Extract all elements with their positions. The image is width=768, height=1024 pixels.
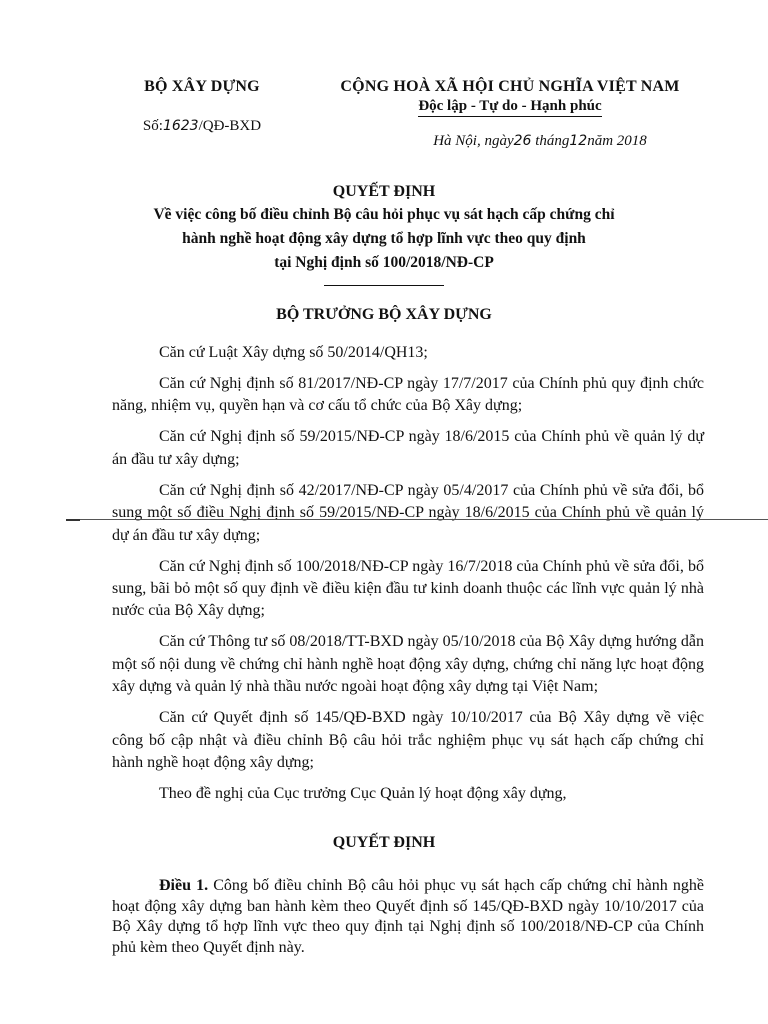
decision-section-heading: QUYẾT ĐỊNH xyxy=(332,834,436,851)
basis-paragraph: Căn cứ Nghị định số 59/2015/NĐ-CP ngày 18/6/2015 của Chính phủ về quản lý dự án đầu tư xây dựng; xyxy=(112,428,704,468)
authority-heading: BỘ TRƯỞNG BỘ XÂY DỰNG xyxy=(276,306,492,323)
legal-bases xyxy=(112,342,704,814)
doc-number-prefix: Số: xyxy=(142,118,163,134)
basis-paragraph: Căn cứ Luật Xây dựng số 50/2014/QH13; xyxy=(159,344,428,361)
basis-paragraph: Căn cứ Quyết định số 145/QĐ-BXD ngày 10/10/2017 của Bộ Xây dựng về việc công bố cập nhật và điều chỉnh Bộ câu hỏi trắc nghiệm phục vụ sát hạch cấp chứng chỉ hành nghề hoạt động xây dựng; xyxy=(112,709,704,772)
issuing-agency-block xyxy=(112,78,292,135)
date-day-handwritten: 26 xyxy=(513,133,532,149)
article-1-label: Điều 1. xyxy=(159,877,209,894)
national-title-block xyxy=(300,78,720,150)
title-divider xyxy=(324,285,444,286)
scan-artifact-tick xyxy=(66,519,80,521)
subtitle-line: hành nghề hoạt động xây dựng tổ hợp lĩnh vực theo quy định xyxy=(182,230,586,247)
basis-paragraph: Căn cứ Nghị định số 100/2018/NĐ-CP ngày 16/7/2018 của Chính phủ về sửa đổi, bổ sung, bãi bỏ một số quy định về điều kiện đầu tư kinh doanh thuộc các lĩnh vực quản lý nhà nước của Bộ Xây dựng; xyxy=(112,557,704,620)
place-date-line xyxy=(300,133,720,150)
basis-paragraph: Căn cứ Nghị định số 81/2017/NĐ-CP ngày 17/7/2017 của Chính phủ quy định chức năng, nhiệm vụ, quyền hạn và cơ cấu tổ chức của Bộ Xây dựng; xyxy=(112,375,704,415)
doc-number-suffix: /QĐ-BXD xyxy=(198,118,262,134)
date-suffix: năm 2018 xyxy=(587,133,647,149)
republic-name: CỘNG HOÀ XÃ HỘI CHỦ NGHĨA VIỆT NAM xyxy=(340,78,680,95)
date-month-handwritten: 12 xyxy=(569,133,588,149)
date-prefix: Hà Nội, ngày xyxy=(433,133,514,149)
decision-title: QUYẾT ĐỊNH xyxy=(332,183,436,200)
subtitle-line: tại Nghị định số 100/2018/NĐ-CP xyxy=(274,254,494,271)
agency-name: BỘ XÂY DỰNG xyxy=(144,78,260,95)
document-number xyxy=(112,118,292,135)
date-mid: tháng xyxy=(531,133,570,149)
basis-paragraph: Căn cứ Thông tư số 08/2018/TT-BXD ngày 05/10/2018 của Bộ Xây dựng hướng dẫn một số nội dung về chứng chỉ hành nghề hoạt động xây dựng, chứng chỉ năng lực hoạt động xây dựng và quản lý nhà thầu nước ngoài hoạt động xây dựng tại Việt Nam; xyxy=(112,633,704,696)
proposal-paragraph: Theo đề nghị của Cục trưởng Cục Quản lý hoạt động xây dựng, xyxy=(159,785,567,803)
article-1-text: Công bố điều chỉnh Bộ câu hỏi phục vụ sát hạch cấp chứng chỉ hành nghề hoạt động xây dựng ban hành kèm theo Quyết định số 145/QĐ-BXD ngày 10/10/2017 của Bộ Xây dựng tổ hợp lĩnh vực theo quy định tại Nghị định số 100/2018/NĐ-CP của Chính phủ kèm theo Quyết định này. xyxy=(112,877,705,956)
scan-artifact-line xyxy=(66,519,768,520)
national-motto: Độc lập - Tự do - Hạnh phúc xyxy=(418,98,601,117)
article-1 xyxy=(112,876,704,958)
decision-title-block xyxy=(110,183,658,286)
doc-number-handwritten: 1623 xyxy=(162,118,199,134)
decision-subtitle xyxy=(110,203,658,275)
subtitle-line: Về việc công bố điều chỉnh Bộ câu hỏi phục vụ sát hạch cấp chứng chỉ xyxy=(153,206,615,223)
basis-paragraph: Căn cứ Nghị định số 42/2017/NĐ-CP ngày 05/4/2017 của Chính phủ về sửa đổi, bổ sung một số điều Nghị định số 59/2015/NĐ-CP ngày 18/6/2015 của Chính phủ về quản lý dự án đầu tư xây dựng; xyxy=(112,481,704,544)
